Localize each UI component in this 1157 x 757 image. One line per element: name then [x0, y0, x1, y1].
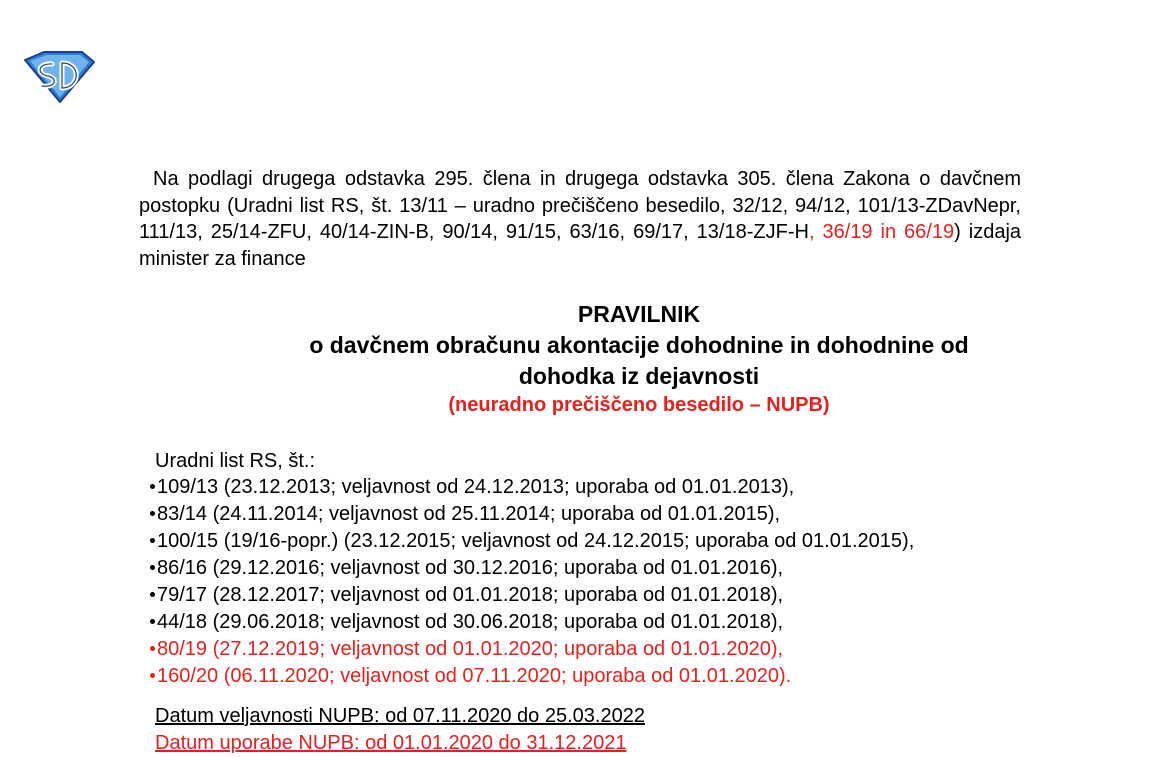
bullet-icon	[150, 619, 155, 624]
title-note: (neuradno prečiščeno besedilo – NUPB)	[448, 394, 830, 416]
page-title: PRAVILNIK	[577, 301, 701, 327]
nupb-dates	[155, 703, 645, 757]
bullet-icon	[150, 538, 155, 543]
bullet-icon	[150, 592, 155, 597]
bullet-icon	[150, 565, 155, 570]
gazette-item: 160/20 (06.11.2020; veljavnost od 07.11.2020; uporaba od 01.01.2020).	[150, 663, 914, 690]
bullet-icon	[150, 511, 155, 516]
gazette-item: 100/15 (19/16-popr.) (23.12.2015; veljavnost od 24.12.2015; uporaba od 01.01.2015),	[150, 528, 914, 555]
gazette-item: 83/14 (24.11.2014; veljavnost od 25.11.2014; uporaba od 01.01.2015),	[150, 501, 914, 528]
gazette-header: Uradni list RS, št.:	[155, 450, 316, 472]
preamble-text: Na podlagi drugega odstavka 295. člena in drugega odstavka 305. člena Zakona o davčnem postopku (Uradni list RS, št. 13/11 – uradno prečiščeno besedilo, 32/12, 94/12, 101/13-ZDavNepr, 111/13, 25/14-ZFU, 40/14-ZIN-B, 90/14, 91/15, 63/16, 69/17, 13/18-ZJF-H	[139, 168, 1021, 243]
bullet-icon	[150, 646, 155, 651]
gazette-list	[150, 474, 914, 690]
subtitle-line-2: dohodka iz dejavnosti	[518, 363, 760, 389]
validity-date: Datum veljavnosti NUPB: od 07.11.2020 do 25.03.2022	[155, 705, 645, 727]
gazette-item: 109/13 (23.12.2013; veljavnost od 24.12.2013; uporaba od 01.01.2013),	[150, 474, 914, 501]
bullet-icon	[150, 484, 155, 489]
application-date: Datum uporabe NUPB: od 01.01.2020 do 31.12.2021	[155, 732, 627, 754]
sd-shield-logo-icon	[22, 50, 96, 104]
subtitle-line-1: o davčnem obračunu akontacije dohodnine in dohodnine od	[309, 332, 969, 358]
gazette-item: 80/19 (27.12.2019; veljavnost od 01.01.2020; uporaba od 01.01.2020),	[150, 636, 914, 663]
bullet-icon	[150, 673, 155, 678]
gazette-item: 79/17 (28.12.2017; veljavnost od 01.01.2018; uporaba od 01.01.2018),	[150, 582, 914, 609]
preamble-amendments-red: , 36/19 in 66/19	[808, 221, 955, 243]
gazette-item: 86/16 (29.12.2016; veljavnost od 30.12.2016; uporaba od 01.01.2016),	[150, 555, 914, 582]
preamble-closing: ) izdaja minister za finance	[139, 221, 1022, 270]
gazette-item: 44/18 (29.06.2018; veljavnost od 30.06.2018; uporaba od 01.01.2018),	[150, 609, 914, 636]
preamble-paragraph	[139, 166, 1021, 272]
title-block	[139, 298, 1139, 419]
